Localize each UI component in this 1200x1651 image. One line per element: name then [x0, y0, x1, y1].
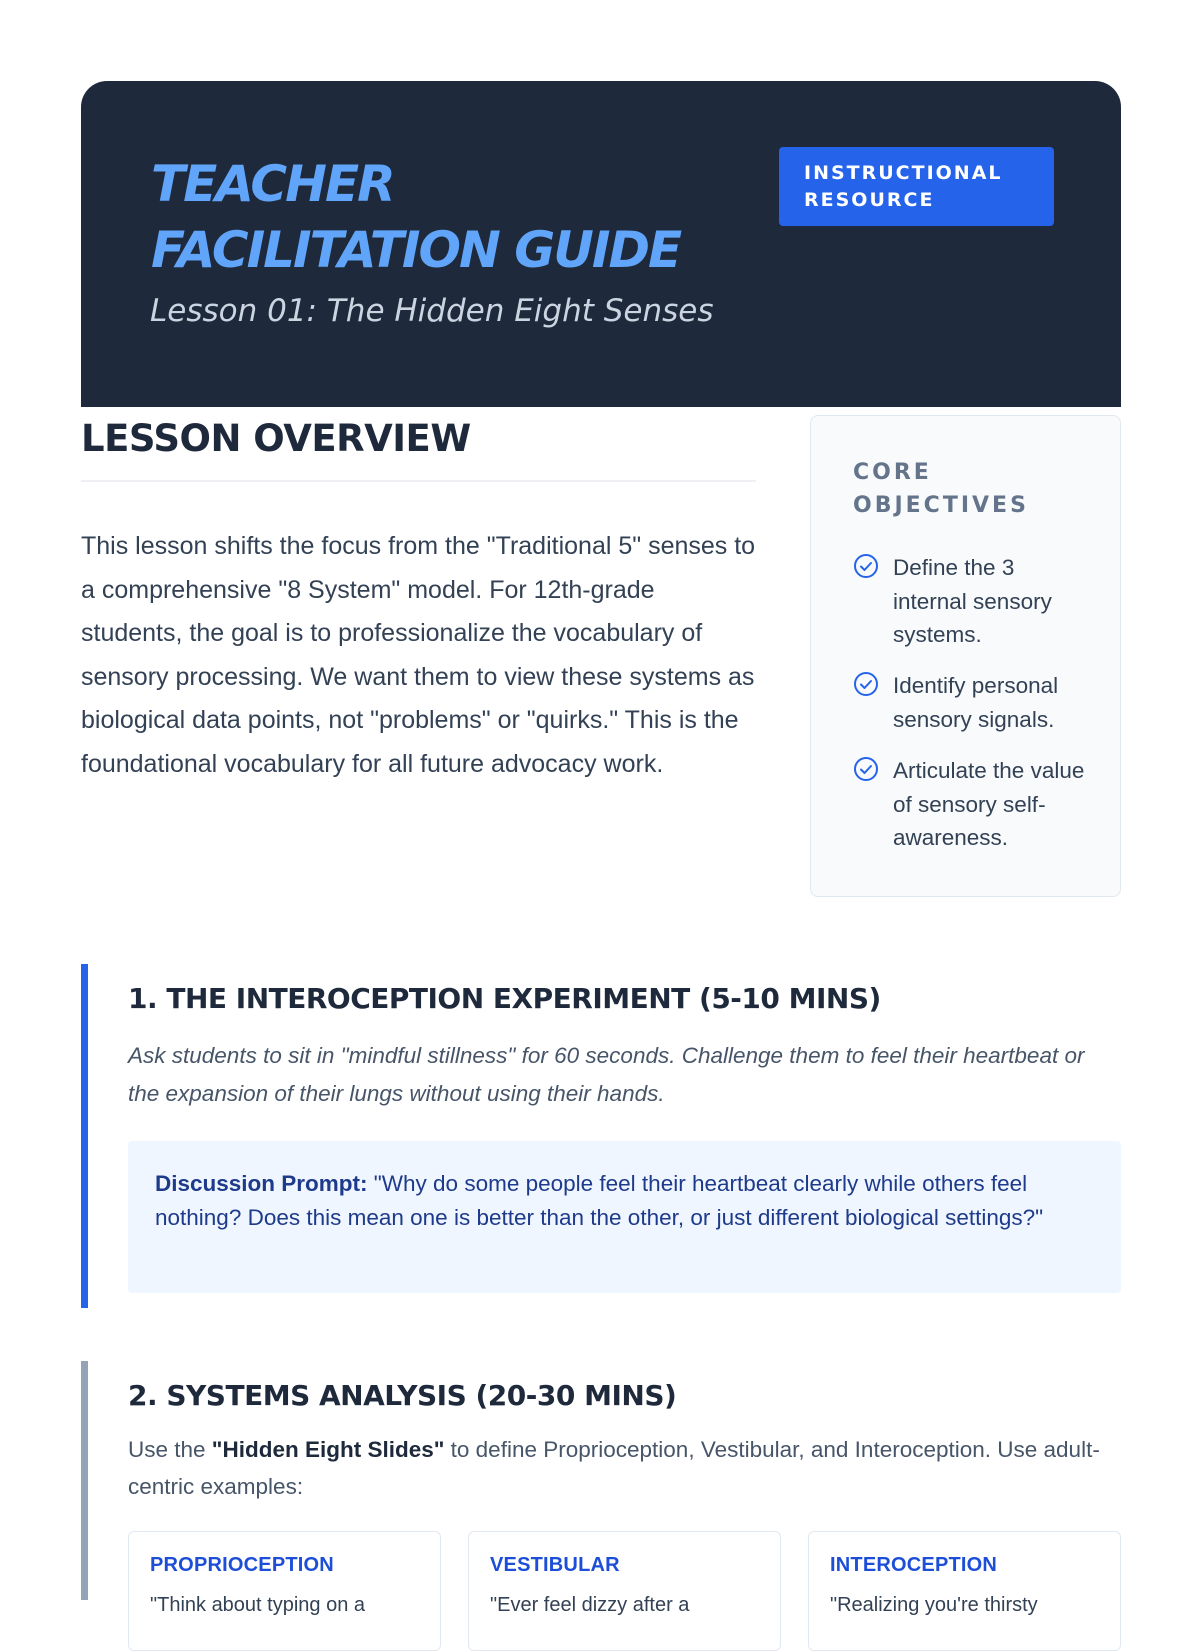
guide-title-line1: TEACHER — [151, 155, 394, 213]
discussion-prompt-label: Discussion Prompt: — [155, 1171, 368, 1196]
guide-title-line2: FACILITATION GUIDE — [151, 221, 681, 279]
discussion-prompt-box — [128, 1141, 1121, 1293]
sense-card-interoception — [808, 1531, 1121, 1651]
card-title: PROPRIOCEPTION — [150, 1554, 334, 1576]
description-text: Use the — [128, 1437, 212, 1462]
sense-card-vestibular — [468, 1531, 781, 1651]
discussion-prompt-text: "Why do some people feel their heartbeat clearly while others feel nothing? Does this mean one is better than the other, or just different biological settings?" — [155, 1171, 1044, 1230]
overview-heading: LESSON OVERVIEW — [81, 417, 471, 460]
badge-line1: INSTRUCTIONAL — [804, 162, 1003, 184]
section-description: Ask students to sit in "mindful stillness" for 60 seconds. Challenge them to feel their heartbeat or the expansion of their lungs without using their hands. — [128, 1043, 1085, 1106]
guide-header — [81, 81, 1121, 407]
check-circle-icon — [853, 756, 879, 782]
section-accent-bar — [81, 1361, 88, 1600]
check-circle-icon — [853, 553, 879, 579]
check-circle-icon — [853, 671, 879, 697]
guide-title — [151, 151, 811, 283]
section-systems-analysis — [81, 1361, 1121, 1616]
description-text: to define Proprioception, Vestibular, and Interoception. Use adult-centric examples: — [128, 1437, 1100, 1499]
card-text: "Realizing you're thirsty — [830, 1594, 1038, 1616]
card-text: "Think about typing on a — [150, 1594, 366, 1616]
objective-text: Define the 3 internal sensory systems. — [893, 555, 1052, 647]
resource-badge — [779, 147, 1054, 226]
objectives-title — [853, 456, 1029, 522]
objective-text: Articulate the value of sensory self-awareness. — [893, 758, 1085, 850]
sense-card-proprioception — [128, 1531, 441, 1651]
objectives-title-line2: OBJECTIVES — [853, 493, 1029, 518]
overview-divider — [81, 480, 756, 482]
section-accent-bar — [81, 964, 88, 1308]
section-interoception-experiment — [81, 964, 1121, 1308]
section-title: 2. SYSTEMS ANALYSIS (20-30 MINS) — [128, 1379, 677, 1412]
card-title: INTEROCEPTION — [830, 1554, 998, 1576]
objectives-title-line1: CORE — [853, 460, 932, 485]
slides-reference: "Hidden Eight Slides" — [211, 1437, 445, 1462]
sense-cards — [128, 1531, 1121, 1631]
section-title: 1. THE INTEROCEPTION EXPERIMENT (5-10 MINS) — [128, 982, 881, 1015]
card-title: VESTIBULAR — [490, 1554, 620, 1576]
card-text: "Ever feel dizzy after a — [490, 1594, 690, 1616]
badge-line2: RESOURCE — [804, 189, 935, 211]
lesson-subtitle: Lesson 01: The Hidden Eight Senses — [150, 293, 714, 329]
objective-text: Identify personal sensory signals. — [893, 673, 1059, 732]
overview-body: This lesson shifts the focus from the "Traditional 5" senses to a comprehensive "8 System" model. For 12th-grade students, the goal is to professionalize the vocabulary of sensory processing. We want them to view these systems as biological data points, not "problems" or "quirks." This is the foundational vocabulary for all future advocacy work. — [81, 532, 756, 778]
section-description — [128, 1431, 1108, 1505]
core-objectives-panel — [810, 415, 1121, 897]
